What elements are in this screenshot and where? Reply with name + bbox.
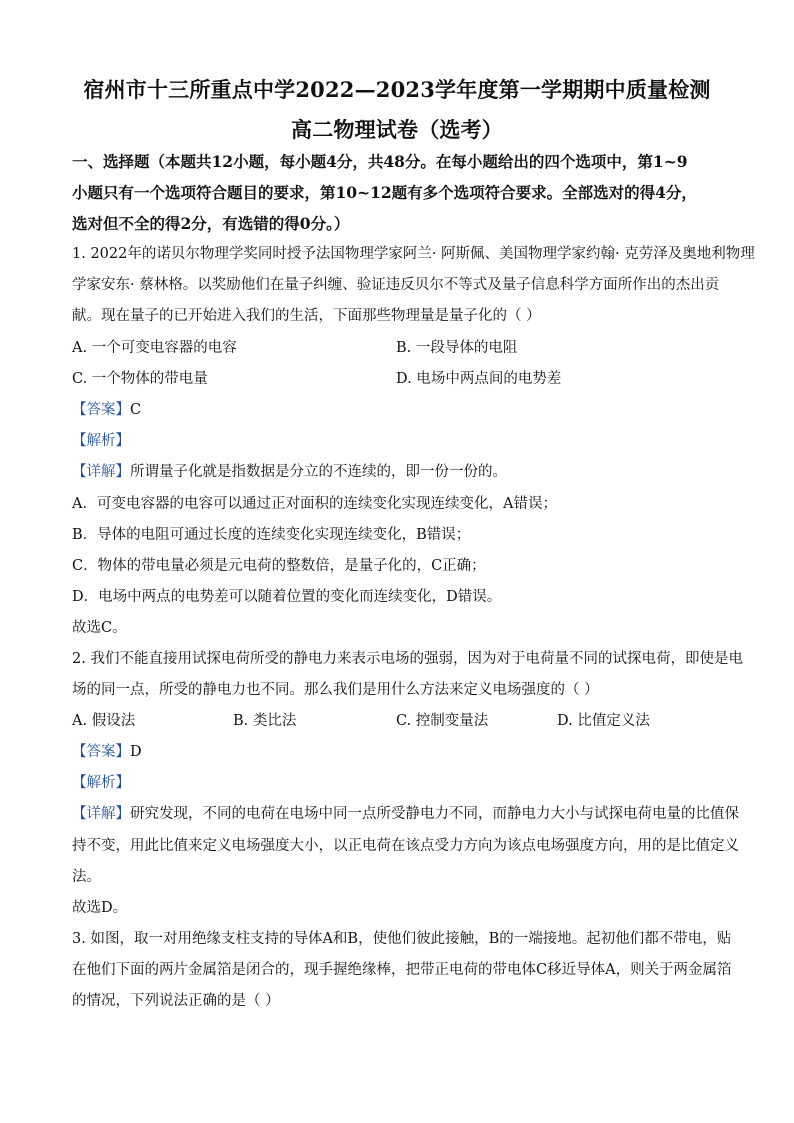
q1-stem-line-2: 学家安东· 蔡林格。以奖励他们在量子纠缠、验证违反贝尔不等式及量子信息科学方面所作出的杰出贡: [72, 277, 720, 293]
q2-answer-tag: 【答案】: [72, 744, 130, 760]
q3-stem-line-3: 的情况，下列说法正确的是（ ）: [72, 993, 280, 1009]
q1-answer: [72, 400, 722, 420]
q2-option-d: D. 比值定义法: [557, 713, 650, 729]
q2-answer-value: D: [130, 744, 142, 760]
q1-option-b: B. 一段导体的电阻: [396, 340, 518, 356]
q2-answer: [72, 742, 722, 762]
q1-detail-text-1: 所谓量子化就是指数据是分立的不连续的，即一份一份的。: [130, 464, 507, 480]
document-title: 宿州市十三所重点中学2022—2023学年度第一学期期中质量检测: [83, 77, 711, 102]
q2-detail-line-4: 故选D。: [72, 900, 128, 916]
q2-option-c: C. 控制变量法: [396, 713, 489, 729]
q1-option-c: C. 一个物体的带电量: [72, 371, 208, 387]
section-heading-line-1: 一、选择题（本题共12小题，每小题4分，共48分。在每小题给出的四个选项中，第1~9: [72, 152, 688, 171]
q1-stem-line-1: 1. 2022年的诺贝尔物理学奖同时授予法国物理学家阿兰· 阿斯佩、美国物理学家约翰· 克劳泽及奥地利物理: [72, 246, 755, 262]
q1-detail-line-1: [72, 462, 722, 482]
q2-stem-line-2: 场的同一点，所受的静电力也不同。那么我们是用什么方法来定义电场强度的（ ）: [72, 682, 599, 698]
q2-detail-line-3: 法。: [72, 869, 101, 885]
q1-analysis-tag: 【解析】: [72, 433, 130, 449]
q1-detail-line-6: 故选C。: [72, 620, 127, 636]
q2-detail-text-1: 研究发现，不同的电荷在电场中同一点所受静电力不同，而静电力大小与试探电荷电量的比值保: [130, 806, 739, 822]
q2-detail-line-2: 持不变，用此比值来定义电场强度大小，以正电荷在该点受力方向为该点电场强度方向，用的是比值定义: [72, 838, 739, 854]
q3-stem-line-2: 在他们下面的两片金属箔是闭合的，现手握绝缘棒，把带正电荷的带电体C移近导体A，则关于两金属箔: [72, 962, 732, 978]
section-heading-line-2: 小题只有一个选项符合题目的要求，第10~12题有多个选项符合要求。全部选对的得4分，: [72, 183, 697, 202]
q1-detail-line-3: B．导体的电阻可通过长度的连续变化实现连续变化，B错误；: [72, 527, 471, 543]
q2-stem-line-1: 2. 我们不能直接用试探电荷所受的静电力来表示电场的强弱，因为对于电荷量不同的试探电荷，即使是电: [72, 651, 743, 667]
q1-detail-tag: 【详解】: [72, 464, 130, 480]
q1-detail-line-4: C．物体的带电量必须是元电荷的整数倍，是量子化的，C正确；: [72, 558, 486, 574]
q2-option-b: B. 类比法: [233, 713, 297, 729]
q1-detail-line-2: A．可变电容器的电容可以通过正对面积的连续变化实现连续变化，A错误；: [72, 496, 557, 512]
q1-option-a: A. 一个可变电容器的电容: [72, 340, 237, 356]
q1-answer-tag: 【答案】: [72, 402, 130, 418]
q1-stem-line-3: 献。现在量子的已开始进入我们的生活，下面那些物理量是量子化的（ ）: [72, 308, 541, 324]
q2-detail-line-1: [72, 804, 739, 824]
q1-detail-line-5: D．电场中两点的电势差可以随着位置的变化而连续变化，D错误。: [72, 589, 502, 605]
document-subtitle: 高二物理试卷（选考）: [291, 117, 503, 142]
q1-option-d: D. 电场中两点间的电势差: [396, 371, 562, 387]
section-heading-line-3: 选对但不全的得2分，有选错的得0分。）: [72, 214, 350, 233]
q2-option-a: A. 假设法: [72, 713, 136, 729]
q2-detail-tag: 【详解】: [72, 806, 130, 822]
q1-answer-value: C: [130, 402, 142, 418]
q3-stem-line-1: 3. 如图，取一对用绝缘支柱支持的导体A和B，使他们彼此接触，B的一端接地。起初他们都不带电，贴: [72, 931, 732, 947]
q2-analysis-tag: 【解析】: [72, 775, 130, 791]
